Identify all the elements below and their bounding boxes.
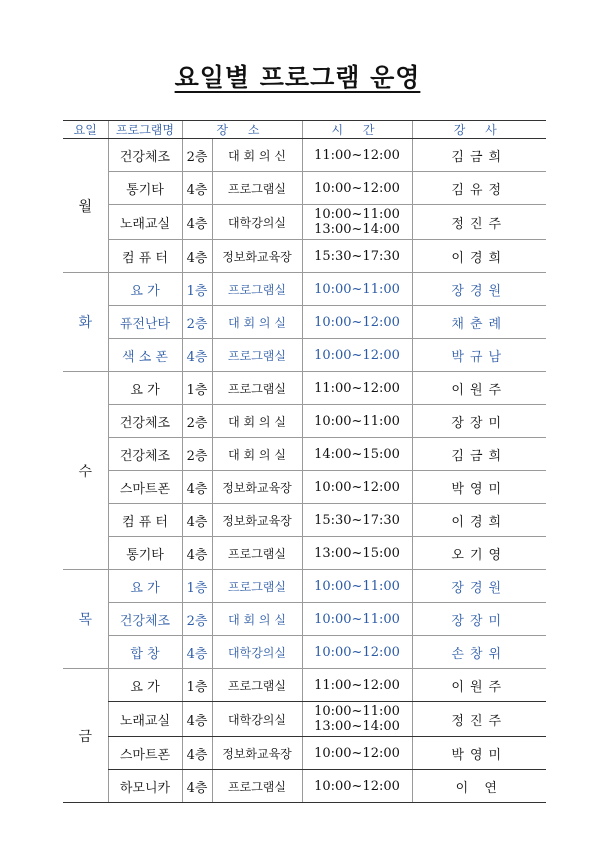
program-name: 요 가 — [108, 273, 182, 306]
floor: 1층 — [182, 669, 212, 702]
teacher-name: 손창위 — [412, 636, 546, 669]
table-row — [63, 205, 546, 240]
time-range: 13:00~15:00 — [314, 545, 400, 561]
time-cell — [302, 471, 412, 504]
program-name: 통기타 — [108, 537, 182, 570]
time-cell — [302, 737, 412, 770]
room: 대학강의실 — [212, 702, 302, 737]
table-row — [63, 504, 546, 537]
floor: 2층 — [182, 603, 212, 636]
floor: 4층 — [182, 504, 212, 537]
floor: 2층 — [182, 139, 212, 172]
time-range: 10:00~11:00 — [314, 578, 400, 594]
teacher-name: 이경희 — [412, 240, 546, 273]
room: 대 회 의 신 — [212, 139, 302, 172]
teacher-name: 김유정 — [412, 172, 546, 205]
room: 대학강의실 — [212, 636, 302, 669]
program-name: 합 창 — [108, 636, 182, 669]
teacher-name: 김금희 — [412, 438, 546, 471]
time-range: 15:30~17:30 — [314, 248, 400, 264]
teacher-name: 박영미 — [412, 471, 546, 504]
teacher-name: 장경원 — [412, 273, 546, 306]
time-cell — [302, 438, 412, 471]
teacher-name: 장경원 — [412, 570, 546, 603]
floor: 1층 — [182, 372, 212, 405]
time-cell — [302, 405, 412, 438]
schedule-table — [63, 120, 546, 803]
table-row — [63, 737, 546, 770]
teacher-name: 이원주 — [412, 669, 546, 702]
time-cell — [302, 306, 412, 339]
floor: 2층 — [182, 438, 212, 471]
header-time: 시 간 — [302, 121, 412, 139]
table-header-row — [63, 121, 546, 139]
program-name: 노래교실 — [108, 702, 182, 737]
time-range: 10:00~12:00 — [314, 347, 400, 363]
time-range: 11:00~12:00 — [314, 147, 400, 163]
room: 대 회 의 실 — [212, 603, 302, 636]
program-name: 스마트폰 — [108, 737, 182, 770]
time-range: 13:00~14:00 — [314, 719, 400, 734]
teacher-name: 이원주 — [412, 372, 546, 405]
time-range: 10:00~12:00 — [314, 778, 400, 794]
table-row — [63, 339, 546, 372]
teacher-name: 이경희 — [412, 504, 546, 537]
time-cell — [302, 537, 412, 570]
time-range: 10:00~12:00 — [314, 479, 400, 495]
schedule-body — [63, 139, 546, 803]
table-row — [63, 603, 546, 636]
room: 대 회 의 실 — [212, 306, 302, 339]
floor: 4층 — [182, 205, 212, 240]
program-name: 건강체조 — [108, 405, 182, 438]
room: 프로그램실 — [212, 537, 302, 570]
room: 대학강의실 — [212, 205, 302, 240]
room: 프로그램실 — [212, 372, 302, 405]
time-range: 10:00~12:00 — [314, 745, 400, 761]
program-name: 컴 퓨 터 — [108, 240, 182, 273]
time-range: 10:00~11:00 — [314, 207, 400, 222]
teacher-name: 채춘례 — [412, 306, 546, 339]
room: 프로그램실 — [212, 570, 302, 603]
header-teacher: 강 사 — [412, 121, 546, 139]
teacher-name: 장장미 — [412, 405, 546, 438]
program-name: 건강체조 — [108, 603, 182, 636]
room: 프로그램실 — [212, 669, 302, 702]
floor: 1층 — [182, 273, 212, 306]
day-cell: 수 — [63, 372, 108, 570]
program-name: 퓨전난타 — [108, 306, 182, 339]
time-cell — [302, 240, 412, 273]
room: 정보화교육장 — [212, 471, 302, 504]
teacher-name: 김금희 — [412, 139, 546, 172]
time-cell — [302, 172, 412, 205]
table-row — [63, 438, 546, 471]
time-range: 15:30~17:30 — [314, 512, 400, 528]
program-name: 통기타 — [108, 172, 182, 205]
table-row — [63, 770, 546, 803]
day-cell: 화 — [63, 273, 108, 372]
time-range: 11:00~12:00 — [314, 380, 400, 396]
floor: 4층 — [182, 172, 212, 205]
time-range: 10:00~11:00 — [314, 281, 400, 297]
time-cell — [302, 372, 412, 405]
program-name: 스마트폰 — [108, 471, 182, 504]
table-row — [63, 471, 546, 504]
table-row — [63, 636, 546, 669]
time-cell — [302, 339, 412, 372]
table-row — [63, 537, 546, 570]
table-row — [63, 240, 546, 273]
floor: 2층 — [182, 306, 212, 339]
program-name: 건강체조 — [108, 438, 182, 471]
page-title: 요일별 프로그램 운영 — [174, 63, 421, 92]
time-cell — [302, 770, 412, 803]
floor: 4층 — [182, 537, 212, 570]
teacher-name: 박영미 — [412, 737, 546, 770]
teacher-name: 정진주 — [412, 702, 546, 737]
room: 프로그램실 — [212, 172, 302, 205]
teacher-name: 정진주 — [412, 205, 546, 240]
room: 정보화교육장 — [212, 240, 302, 273]
program-name: 건강체조 — [108, 139, 182, 172]
program-name: 요 가 — [108, 669, 182, 702]
day-cell: 목 — [63, 570, 108, 669]
table-row — [63, 273, 546, 306]
time-range: 10:00~11:00 — [314, 704, 400, 719]
table-row — [63, 570, 546, 603]
room: 정보화교육장 — [212, 504, 302, 537]
header-day: 요일 — [63, 121, 108, 139]
floor: 4층 — [182, 770, 212, 803]
day-cell: 금 — [63, 669, 108, 803]
header-place: 장 소 — [182, 121, 302, 139]
day-cell: 월 — [63, 139, 108, 273]
program-name: 요 가 — [108, 570, 182, 603]
table-row — [63, 172, 546, 205]
time-cell — [302, 139, 412, 172]
time-range: 14:00~15:00 — [314, 446, 400, 462]
table-row — [63, 702, 546, 737]
program-name: 노래교실 — [108, 205, 182, 240]
teacher-name: 이 연 — [412, 770, 546, 803]
time-range: 10:00~11:00 — [314, 611, 400, 627]
time-range: 10:00~12:00 — [314, 180, 400, 196]
floor: 4층 — [182, 471, 212, 504]
time-cell — [302, 273, 412, 306]
floor: 4층 — [182, 636, 212, 669]
floor: 1층 — [182, 570, 212, 603]
room: 프로그램실 — [212, 339, 302, 372]
room: 대 회 의 실 — [212, 438, 302, 471]
time-cell — [302, 669, 412, 702]
room: 프로그램실 — [212, 273, 302, 306]
time-range: 13:00~14:00 — [314, 222, 400, 237]
time-range: 10:00~12:00 — [314, 314, 400, 330]
room: 프로그램실 — [212, 770, 302, 803]
time-cell — [302, 504, 412, 537]
header-program: 프로그램명 — [108, 121, 182, 139]
floor: 4층 — [182, 702, 212, 737]
time-range: 10:00~11:00 — [314, 413, 400, 429]
time-cell — [302, 702, 412, 737]
time-cell — [302, 205, 412, 240]
program-name: 요 가 — [108, 372, 182, 405]
program-name: 색 소 폰 — [108, 339, 182, 372]
room: 정보화교육장 — [212, 737, 302, 770]
table-row — [63, 669, 546, 702]
floor: 2층 — [182, 405, 212, 438]
teacher-name: 장장미 — [412, 603, 546, 636]
floor: 4층 — [182, 240, 212, 273]
table-row — [63, 405, 546, 438]
time-cell — [302, 636, 412, 669]
table-row — [63, 139, 546, 172]
room: 대 회 의 실 — [212, 405, 302, 438]
floor: 4층 — [182, 339, 212, 372]
program-name: 하모니카 — [108, 770, 182, 803]
table-row — [63, 372, 546, 405]
teacher-name: 박규남 — [412, 339, 546, 372]
teacher-name: 오기영 — [412, 537, 546, 570]
time-cell — [302, 570, 412, 603]
table-row — [63, 306, 546, 339]
program-name: 컴 퓨 터 — [108, 504, 182, 537]
time-range: 10:00~12:00 — [314, 644, 400, 660]
floor: 4층 — [182, 737, 212, 770]
time-cell — [302, 603, 412, 636]
time-range: 11:00~12:00 — [314, 677, 400, 693]
